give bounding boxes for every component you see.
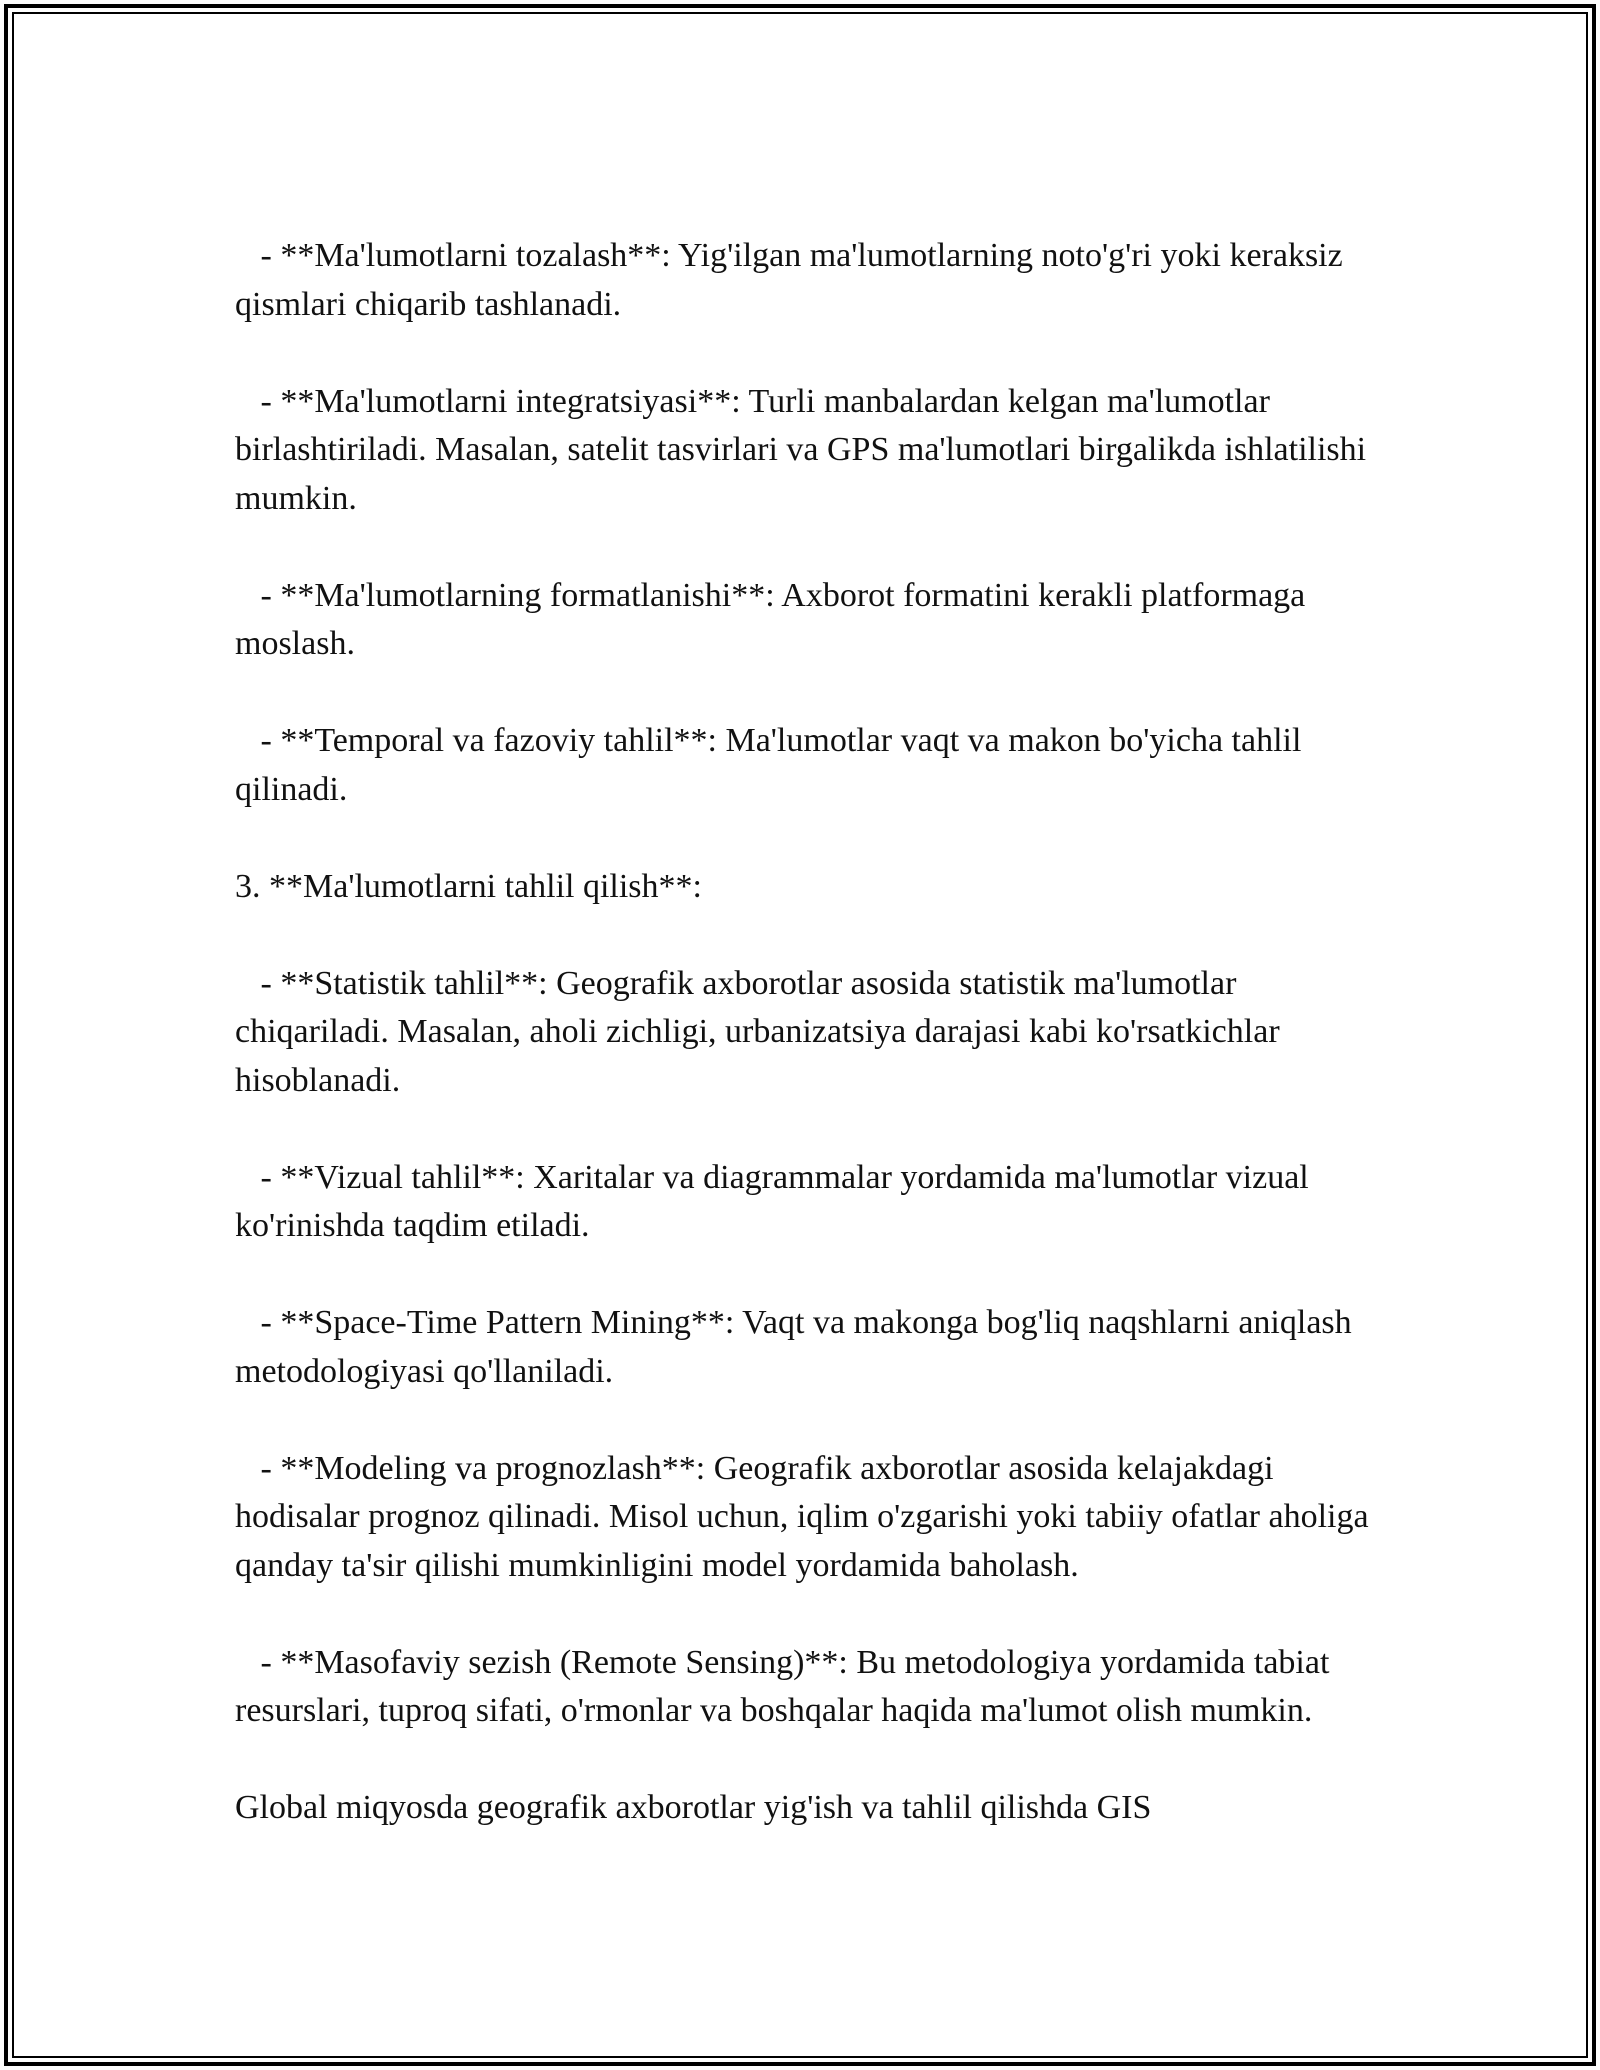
paragraph-statistical-analysis: - **Statistik tahlil**: Geografik axborotlar asosida statistik ma'lumotlar chiqariladi. Masalan, aholi zichligi, urbanizatsiya darajasi kabi ko'rsatkichlar hisoblanadi.	[235, 964, 1289, 1099]
paragraph-remote-sensing: - **Masofaviy sezish (Remote Sensing)**: Bu metodologiya yordamida tabiat resurslari, tuproq sifati, o'rmonlar va boshqalar haqida ma'lumot olish mumkin.	[235, 1643, 1338, 1729]
paragraph-visual-analysis: - **Vizual tahlil**: Xaritalar va diagrammalar yordamida ma'lumotlar vizual ko'rinishda taqdim etiladi.	[235, 1158, 1318, 1244]
paragraph-data-integration: - **Ma'lumotlarni integratsiyasi**: Turli manbalardan kelgan ma'lumotlar birlashtiriladi. Masalan, satelit tasvirlari va GPS ma'lumotlari birgalikda ishlatilishi mumkin.	[235, 382, 1375, 517]
paragraph-modeling-forecasting: - **Modeling va prognozlash**: Geografik axborotlar asosida kelajakdagi hodisalar prognoz qilinadi. Misol uchun, iqlim o'zgarishi yoki tabiiy ofatlar aholiga qanday ta'sir qilishi mumkinligini model yordamida baholash.	[235, 1449, 1378, 1584]
document-body	[235, 232, 1385, 1833]
paragraph-global-gis: Global miqyosda geografik axborotlar yig'ish va tahlil qilishda GIS	[235, 1789, 1152, 1826]
section-heading-data-analysis: 3. **Ma'lumotlarni tahlil qilish**:	[235, 867, 702, 905]
paragraph-data-formatting: - **Ma'lumotlarning formatlanishi**: Axborot formatini kerakli platformaga moslash.	[235, 576, 1314, 662]
paragraph-space-time-pattern-mining: - **Space-Time Pattern Mining**: Vaqt va makonga bog'liq naqshlarni aniqlash metodologiyasi qo'llaniladi.	[235, 1304, 1361, 1390]
paragraph-data-cleaning: - **Ma'lumotlarni tozalash**: Yig'ilgan ma'lumotlarning noto'g'ri yoki keraksiz qismlari chiqarib tashlanadi.	[235, 237, 1352, 323]
paragraph-temporal-spatial-analysis: - **Temporal va fazoviy tahlil**: Ma'lumotlar vaqt va makon bo'yicha tahlil qilinadi.	[235, 722, 1310, 808]
